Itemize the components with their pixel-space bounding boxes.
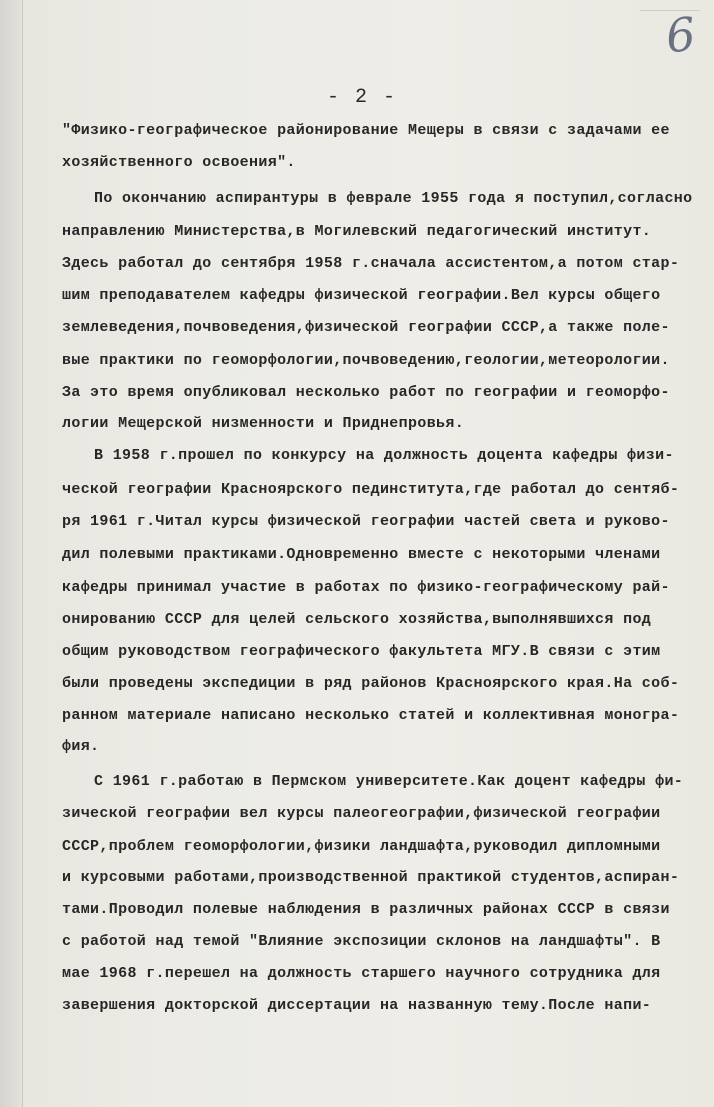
- text-line: шим преподавателем кафедры физической географии.Вел курсы общего: [62, 287, 661, 304]
- text-line: ческой географии Красноярского пединститута,где работал до сентяб-: [62, 481, 680, 498]
- text-line: По окончанию аспирантуры в феврале 1955 года я поступил,согласно: [94, 190, 693, 207]
- text-line: общим руководством географического факультета МГУ.В связи с этим: [62, 643, 661, 660]
- text-line: В 1958 г.прошел по конкурсу на должность доцента кафедры физи-: [94, 447, 674, 464]
- text-line: хозяйственного освоения".: [62, 154, 296, 171]
- text-line: направлению Министерства,в Могилевский педагогический институт.: [62, 223, 652, 240]
- document-page: [22, 0, 714, 1107]
- text-line: вые практики по геоморфологии,почвоведению,геологии,метеорологии.: [62, 352, 670, 369]
- text-line: онированию СССР для целей сельского хозяйства,выполнявшихся под: [62, 611, 652, 628]
- text-line: землеведения,почвоведения,физической географии СССР,а также поле-: [62, 319, 670, 336]
- text-line: тами.Проводил полевые наблюдения в различных районах СССР в связи: [62, 901, 670, 918]
- text-line: были проведены экспедиции в ряд районов Красноярского края.На соб-: [62, 675, 680, 692]
- text-line: СССР,проблем геоморфологии,физики ландшафта,руководил дипломными: [62, 838, 661, 855]
- page-left-margin: [0, 0, 22, 1107]
- text-line: ря 1961 г.Читал курсы физической географии частей света и руково-: [62, 513, 670, 530]
- text-line: завершения докторской диссертации на названную тему.После напи-: [62, 997, 652, 1014]
- handwritten-folio-number: 6: [663, 6, 699, 64]
- page-number: - 2 -: [327, 86, 398, 109]
- text-line: "Физико-географическое районирование Мещеры в связи с задачами ее: [62, 122, 670, 139]
- text-line: дил полевыми практиками.Одновременно вместе с некоторыми членами: [62, 546, 661, 563]
- text-line: кафедры принимал участие в работах по физико-географическому рай-: [62, 579, 670, 596]
- text-line: с работой над темой "Влияние экспозиции склонов на ландшафты". В: [62, 933, 661, 950]
- text-line: С 1961 г.работаю в Пермском университете.Как доцент кафедры фи-: [94, 773, 684, 790]
- text-line: логии Мещерской низменности и Приднепровья.: [62, 415, 465, 432]
- text-line: зической географии вел курсы палеогеографии,физической географии: [62, 805, 661, 822]
- text-line: фия.: [62, 738, 100, 755]
- text-line: и курсовыми работами,производственной практикой студентов,аспиран-: [62, 869, 680, 886]
- text-line: За это время опубликовал несколько работ по географии и геоморфо-: [62, 384, 670, 401]
- text-line: Здесь работал до сентября 1958 г.сначала ассистентом,а потом стар-: [62, 255, 680, 272]
- text-line: мае 1968 г.перешел на должность старшего научного сотрудника для: [62, 965, 661, 982]
- text-line: ранном материале написано несколько статей и коллективная моногра-: [62, 707, 680, 724]
